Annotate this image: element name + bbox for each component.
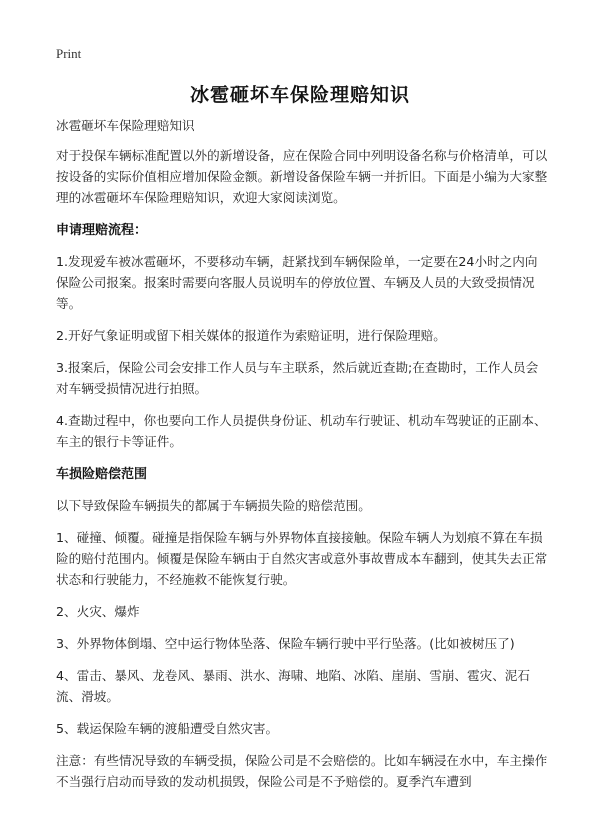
section-heading-coverage: 车损险赔偿范围 bbox=[56, 467, 148, 482]
note-paragraph: 注意：有些情况导致的车辆受损，保险公司是不会赔偿的。比如车辆浸在水中，车主操作不当强行启动而导致的发动机损毁，保险公司是不予赔偿的。夏季汽车遭到 bbox=[56, 753, 548, 789]
claim-step-4: 4.查勘过程中，你也要向工作人员提供身份证、机动车行驶证、机动车驾驶证的正副本、车主的银行卡等证件。 bbox=[56, 413, 547, 449]
document-title: 冰雹砸坏车保险理赔知识 bbox=[189, 84, 410, 106]
claim-step-1: 1.发现爱车被冰雹砸坏，不要移动车辆，赶紧找到车辆保险单，一定要在24小时之内向保险公司报案。报案时需要向客服人员说明车的停放位置、车辆及人员的大致受损情况等。 bbox=[56, 254, 538, 311]
coverage-item-1: 1、碰撞、倾覆。碰撞是指保险车辆与外界物体直接接触。保险车辆人为划痕不算在车损险的赔付范围内。倾覆是保险车辆由于自然灾害或意外事故曹成本车翻到，使其失去正常状态和行驶能力，不经施救不能恢复行驶。 bbox=[56, 530, 548, 587]
document-subtitle: 冰雹砸坏车保险理赔知识 bbox=[56, 118, 195, 133]
coverage-item-5: 5、载运保险车辆的渡船遭受自然灾害。 bbox=[56, 721, 279, 736]
document-body bbox=[56, 115, 548, 803]
intro-paragraph: 对于投保车辆标准配置以外的新增设备，应在保险合同中列明设备名称与价格清单，可以按设备的实际价值相应增加保险金额。新增设备保险车辆一并折旧。下面是小编为大家整理的冰雹砸坏车保险理赔知识，欢迎大家阅读浏览。 bbox=[56, 148, 548, 205]
coverage-item-2: 2、火灾、爆炸 bbox=[56, 604, 140, 619]
coverage-item-4: 4、雷击、暴风、龙卷风、暴雨、洪水、海啸、地陷、冰陷、崖崩、雪崩、雹灾、泥石流、滑坡。 bbox=[56, 668, 530, 704]
coverage-item-3: 3、外界物体倒塌、空中运行物体坠落、保险车辆行驶中平行坠落。(比如被树压了) bbox=[56, 636, 515, 651]
print-label: Print bbox=[56, 46, 82, 61]
coverage-lead: 以下导致保险车辆损失的都属于车辆损失险的赔偿范围。 bbox=[56, 498, 371, 513]
claim-step-3: 3.报案后，保险公司会安排工作人员与车主联系，然后就近查勘;在查勘时，工作人员会对车辆受损情况进行拍照。 bbox=[56, 360, 539, 396]
section-heading-claim-process: 申请理赔流程： bbox=[56, 223, 148, 238]
claim-step-2: 2.开好气象证明或留下相关媒体的报道作为索赔证明，进行保险理赔。 bbox=[56, 328, 446, 343]
